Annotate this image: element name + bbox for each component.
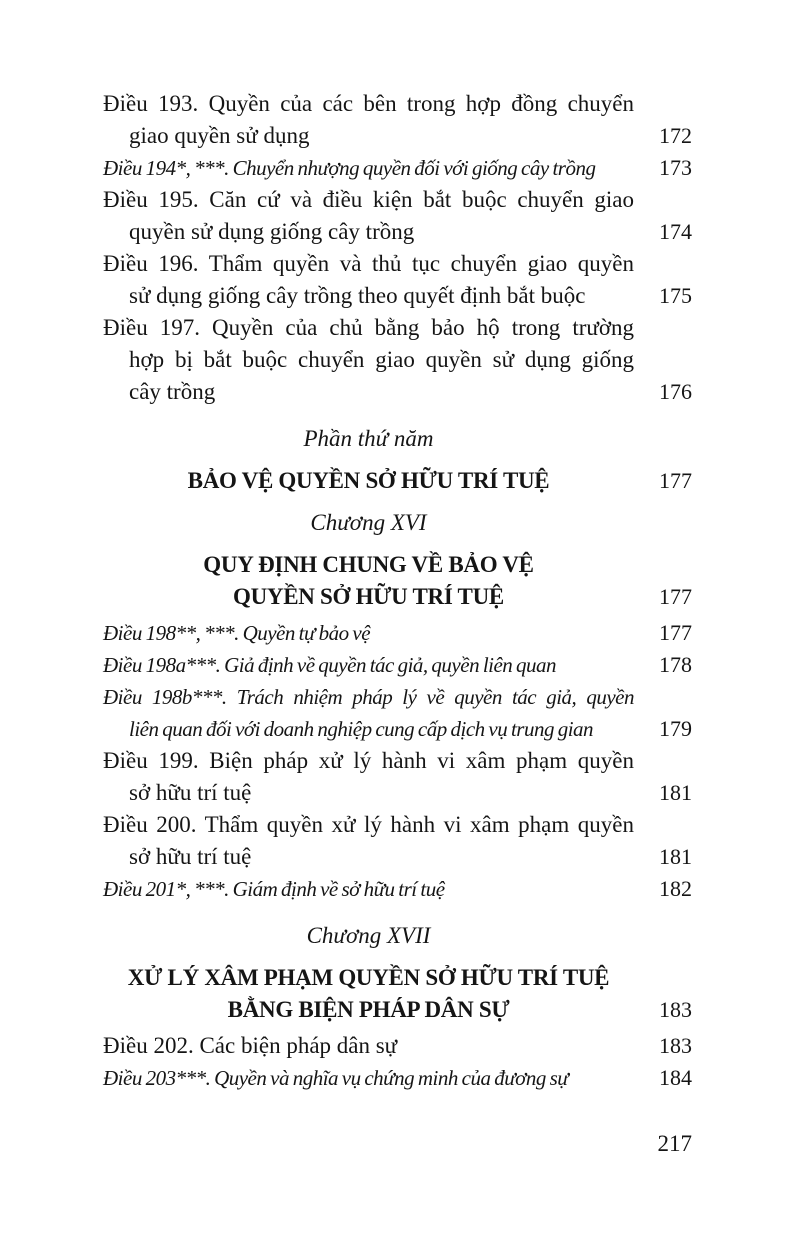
toc-page-number: 181 (659, 780, 692, 805)
folio-page-number: 217 (657, 1131, 692, 1156)
toc-line (103, 745, 692, 777)
toc-article-entry (103, 681, 692, 745)
toc-line (103, 423, 692, 455)
toc-chapter-label (103, 920, 692, 952)
toc-entry-text: sở hữu trí tuệ (129, 780, 252, 805)
toc-line (103, 184, 692, 216)
toc-page-number: 179 (659, 716, 692, 741)
toc-entry-text: Điều 195. Căn cứ và điều kiện bắt buộc chuyển giao (103, 187, 634, 212)
toc-line (103, 344, 692, 376)
toc-line (103, 465, 692, 497)
toc-page-number: 177 (659, 584, 692, 609)
toc-page-number: 181 (659, 844, 692, 869)
toc-entry-text: Điều 194*, ***. Chuyển nhượng quyền đối với giống cây trồng (103, 156, 596, 180)
toc-page-number: 175 (659, 283, 692, 308)
toc-article-entry (103, 1062, 692, 1094)
table-of-contents (103, 88, 692, 1094)
toc-article-entry (103, 312, 692, 408)
toc-line (103, 809, 692, 841)
toc-line (103, 873, 692, 905)
toc-line (103, 549, 692, 581)
toc-page-number: 176 (659, 379, 692, 404)
toc-heading-text: QUY ĐỊNH CHUNG VỀ BẢO VỆ (203, 552, 534, 577)
toc-article-entry (103, 248, 692, 312)
toc-page-number: 183 (659, 1033, 692, 1058)
toc-entry-text: Điều 201*, ***. Giám định về sở hữu trí tuệ (103, 877, 445, 901)
toc-article-entry (103, 617, 692, 649)
toc-entry-text: Điều 198b***. Trách nhiệm pháp lý về quyền tác giả, quyền (103, 685, 634, 709)
toc-entry-text: Điều 199. Biện pháp xử lý hành vi xâm phạm quyền (103, 748, 634, 773)
toc-chapter-label (103, 507, 692, 539)
toc-chapter-title (103, 962, 692, 1026)
toc-line (103, 507, 692, 539)
toc-page-number: 183 (659, 997, 692, 1022)
toc-page-number: 178 (659, 652, 692, 677)
toc-line (103, 152, 692, 184)
toc-entry-text: Điều 193. Quyền của các bên trong hợp đồng chuyển (103, 91, 634, 116)
toc-entry-text: Điều 198a***. Giả định về quyền tác giả, quyền liên quan (103, 653, 557, 677)
toc-line (103, 962, 692, 994)
toc-entry-text: Điều 202. Các biện pháp dân sự (103, 1033, 398, 1058)
toc-article-entry (103, 1030, 692, 1062)
toc-article-entry (103, 873, 692, 905)
toc-line (103, 994, 692, 1026)
toc-article-entry (103, 649, 692, 681)
toc-line (103, 920, 692, 952)
toc-line (103, 312, 692, 344)
toc-heading-text: XỬ LÝ XÂM PHẠM QUYỀN SỞ HỮU TRÍ TUỆ (127, 965, 610, 990)
toc-line (103, 216, 692, 248)
toc-entry-text: giao quyền sử dụng (129, 123, 310, 148)
toc-heading-text: Chương XVI (310, 510, 427, 535)
toc-page-number: 174 (659, 219, 692, 244)
toc-page-number: 184 (659, 1065, 692, 1090)
toc-line (103, 248, 692, 280)
toc-line (103, 1030, 692, 1062)
toc-article-entry (103, 152, 692, 184)
toc-entry-text: Điều 200. Thẩm quyền xử lý hành vi xâm phạm quyền (103, 812, 634, 837)
toc-heading-text: Chương XVII (306, 923, 431, 948)
toc-line (103, 681, 692, 713)
toc-page-number: 182 (659, 876, 692, 901)
toc-line (103, 581, 692, 613)
toc-entry-text: liên quan đối với doanh nghiệp cung cấp dịch vụ trung gian (129, 717, 594, 741)
toc-line (103, 120, 692, 152)
toc-article-entry (103, 184, 692, 248)
toc-line (103, 713, 692, 745)
toc-entry-text: Điều 196. Thẩm quyền và thủ tục chuyển giao quyền (103, 251, 634, 276)
toc-line (103, 1062, 692, 1094)
toc-entry-text: cây trồng (129, 379, 216, 404)
toc-article-entry (103, 809, 692, 873)
toc-heading-text: Phần thứ năm (303, 426, 434, 451)
toc-page-number: 177 (659, 620, 692, 645)
toc-heading-text: QUYỀN SỞ HỮU TRÍ TUỆ (233, 584, 504, 609)
toc-entry-text: Điều 198**, ***. Quyền tự bảo vệ (103, 621, 371, 645)
toc-page-number: 177 (659, 468, 692, 493)
toc-page-number: 173 (659, 155, 692, 180)
toc-article-entry (103, 88, 692, 152)
toc-line (103, 280, 692, 312)
toc-entry-text: sở hữu trí tuệ (129, 844, 252, 869)
toc-entry-text: hợp bị bắt buộc chuyển giao quyền sử dụng giống (129, 347, 634, 372)
toc-line (103, 649, 692, 681)
toc-entry-text: Điều 203***. Quyền và nghĩa vụ chứng minh của đương sự (103, 1066, 569, 1090)
toc-page-number: 172 (659, 123, 692, 148)
toc-line (103, 376, 692, 408)
toc-chapter-title (103, 549, 692, 613)
toc-entry-text: sử dụng giống cây trồng theo quyết định bắt buộc (129, 283, 586, 308)
toc-heading-text: BẢO VỆ QUYỀN SỞ HỮU TRÍ TUỆ (187, 468, 550, 493)
toc-entry-text: quyền sử dụng giống cây trồng (129, 219, 415, 244)
toc-section-title (103, 465, 692, 497)
toc-line (103, 841, 692, 873)
toc-line (103, 777, 692, 809)
toc-line (103, 617, 692, 649)
toc-article-entry (103, 745, 692, 809)
toc-section-label (103, 423, 692, 455)
toc-entry-text: Điều 197. Quyền của chủ bằng bảo hộ trong trường (103, 315, 634, 340)
toc-heading-text: BẰNG BIỆN PHÁP DÂN SỰ (227, 997, 510, 1022)
toc-line (103, 88, 692, 120)
